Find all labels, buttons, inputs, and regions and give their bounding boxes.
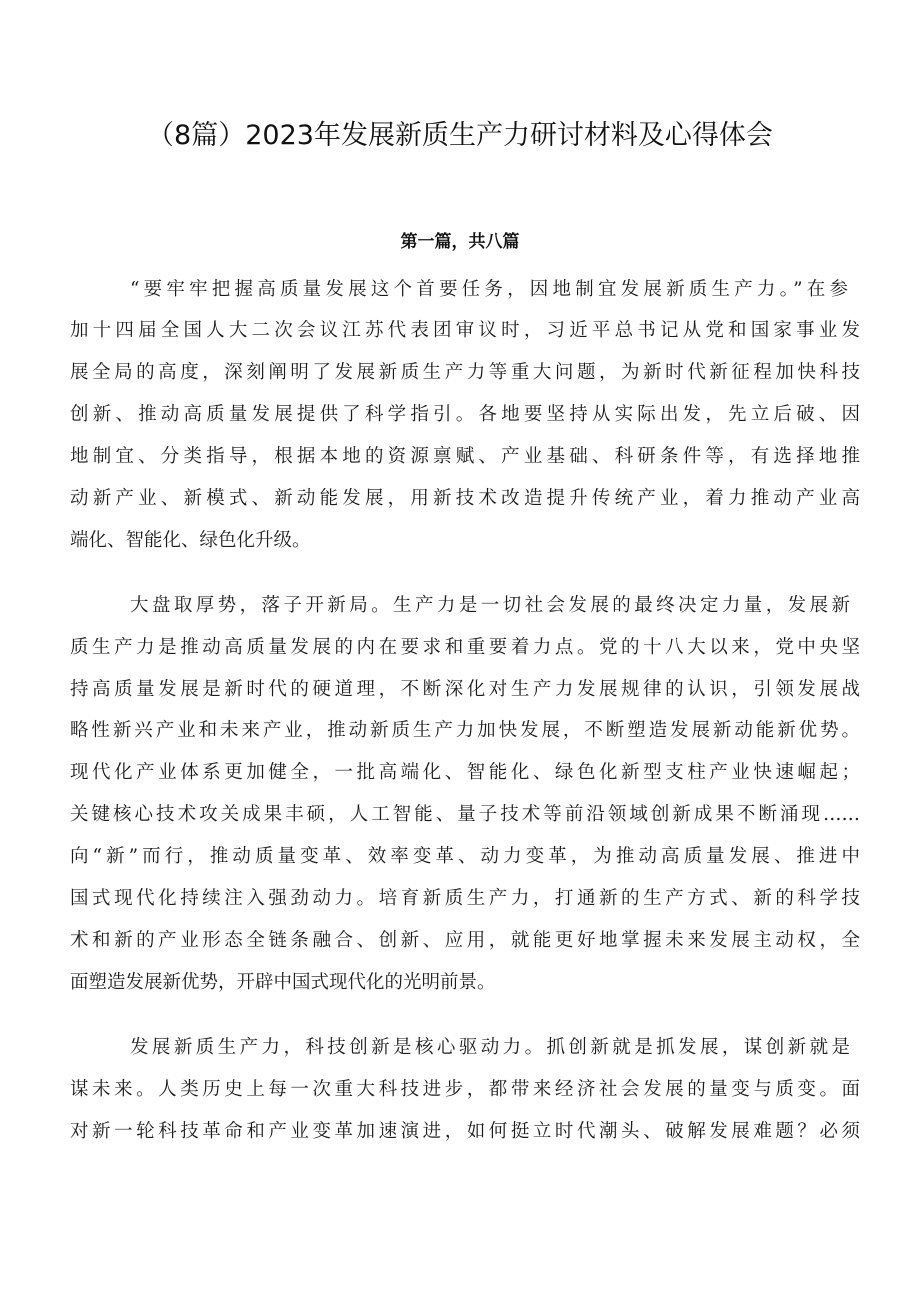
text-line: 发展新质生产力，科技创新是核心驱动力。抓创新就是抓发展，谋创新就是 <box>130 1037 850 1058</box>
text-line: 向“新”而行，推动质量变革、效率变革、动力变革，为推动高质量发展、推进中 <box>70 846 860 867</box>
document-title: （8篇）2023年发展新质生产力研讨材料及心得体会 <box>147 120 773 151</box>
text-line: 关键核心技术攻关成果丰硕，人工智能、量子技术等前沿领域创新成果不断涌现…… <box>70 804 860 825</box>
text-line: 创新、推动高质量发展提供了科学指引。各地要坚持从实际出发，先立后破、因 <box>70 404 860 425</box>
text-line: 大盘取厚势，落子开新局。生产力是一切社会发展的最终决定力量，发展新 <box>130 595 850 616</box>
text-line: 持高质量发展是新时代的硬道理，不断深化对生产力发展规律的认识，引领发展战 <box>70 679 860 700</box>
text-line: 地制宜、分类指导，根据本地的资源禀赋、产业基础、科研条件等，有选择地推 <box>70 446 860 467</box>
text-line: 略性新兴产业和未来产业，推动新质生产力加快发展，不断塑造发展新动能新优势。 <box>70 720 860 741</box>
text-line: 国式现代化持续注入强劲动力。培育新质生产力，打通新的生产方式、新的科学技 <box>70 888 860 909</box>
text-line: 展全局的高度，深刻阐明了发展新质生产力等重大问题，为新时代新征程加快科技 <box>70 362 860 383</box>
text-line: 术和新的产业形态全链条融合、创新、应用，就能更好地掌握未来发展主动权，全 <box>70 930 860 951</box>
text-line: 谋未来。人类历史上每一次重大科技进步，都带来经济社会发展的量变与质变。面 <box>70 1079 860 1100</box>
text-line: 质生产力是推动高质量发展的内在要求和重要着力点。党的十八大以来，党中央坚 <box>70 637 860 658</box>
text-line: 加十四届全国人大二次会议江苏代表团审议时，习近平总书记从党和国家事业发 <box>70 320 860 341</box>
text-line: 面塑造发展新优势，开辟中国式现代化的光明前景。 <box>70 972 496 993</box>
text-line: 端化、智能化、绿色化升级。 <box>70 530 311 551</box>
text-line: 动新产业、新模式、新动能发展，用新技术改造提升传统产业，着力推动产业高 <box>70 488 860 509</box>
text-line: “要牢牢把握高质量发展这个首要任务，因地制宜发展新质生产力。”在参 <box>130 279 848 300</box>
section-heading: 第一篇，共八篇 <box>400 232 520 252</box>
text-line: 对新一轮科技革命和产业变革加速演进，如何挺立时代潮头、破解发展难题？必须 <box>70 1121 860 1142</box>
text-line: 现代化产业体系更加健全，一批高端化、智能化、绿色化新型支柱产业快速崛起； <box>70 762 860 783</box>
